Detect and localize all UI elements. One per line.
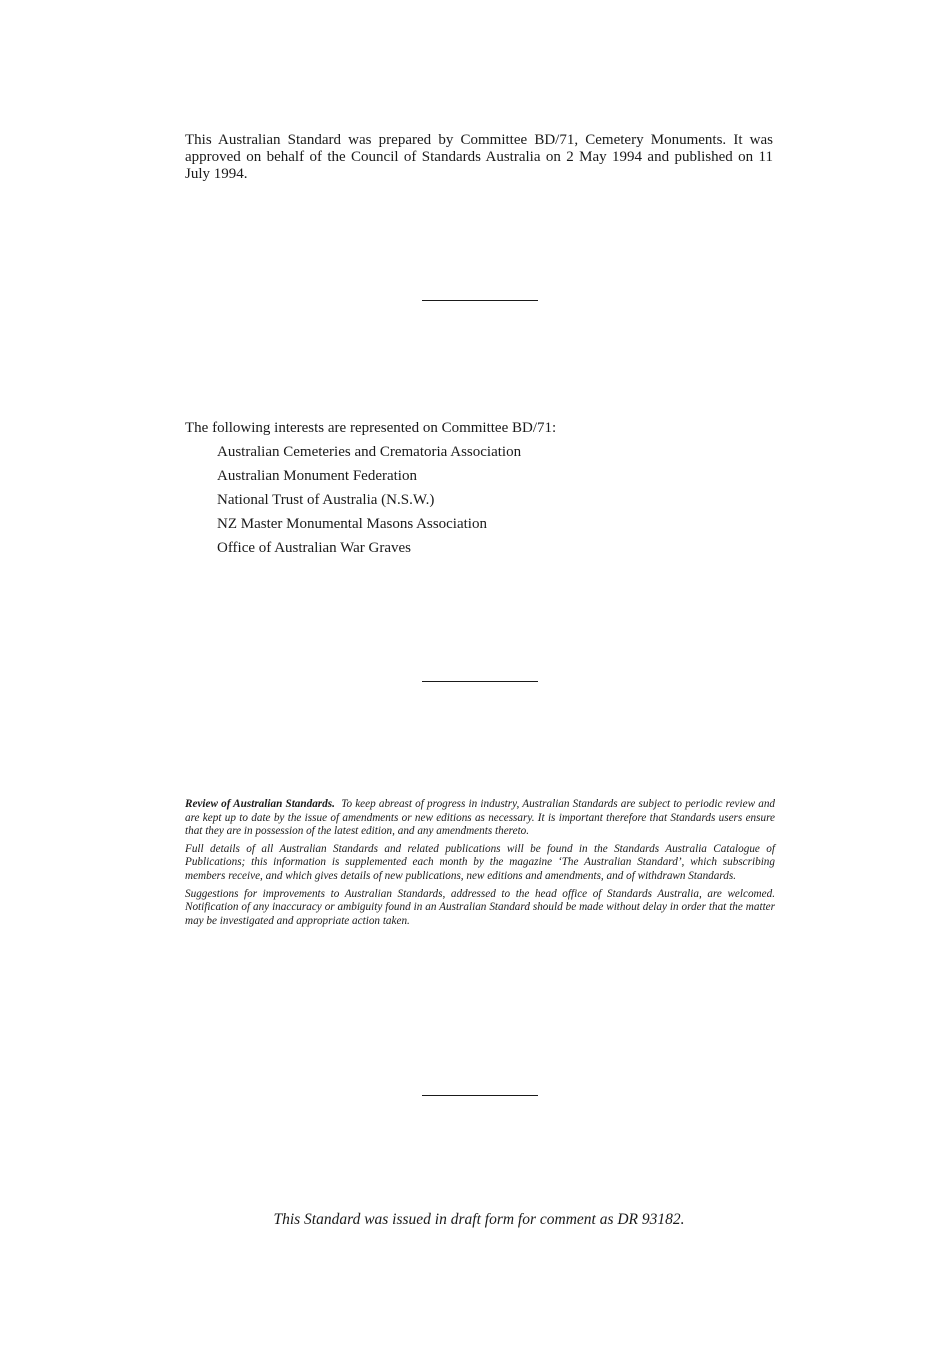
review-paragraph: Suggestions for improvements to Australian Standards, addressed to the head office of Standards Australia, are welcomed. Notification of any inaccuracy or ambiguity found in an Australian Standard should be made without delay in order that the matter may be investigated and appropriate action taken. [185, 887, 775, 927]
interest-item: Australian Cemeteries and Crematoria Association [217, 444, 522, 460]
interest-item: National Trust of Australia (N.S.W.) [217, 492, 435, 508]
section-divider [422, 681, 538, 682]
review-paragraph-text: To keep abreast of progress in industry, Australian Standards are subject to periodic review and are kept up to date by the issue of amendments or new editions as necessary. It is important therefore that Standards users ensure that they are in possession of the latest edition, and any amendments thereto. [185, 798, 776, 838]
interest-item: Office of Australian War Graves [217, 540, 412, 556]
review-notice [185, 798, 775, 932]
interest-item: Australian Monument Federation [217, 468, 417, 484]
section-divider [422, 300, 538, 301]
interest-item: NZ Master Monumental Masons Association [217, 516, 487, 532]
interests-list [185, 440, 785, 560]
interests-intro: The following interests are represented on Committee BD/71: [185, 420, 557, 436]
review-paragraph: Full details of all Australian Standards and related publications will be found in the Standards Australia Catalogue of Publications; this information is supplemented each month by the magazine ‘The Australian Standard’, which subscribing members receive, and which gives details of new publications, new editions and amendments, and of withdrawn Standards. [185, 842, 775, 882]
review-heading: Review of Australian Standards. [185, 798, 335, 810]
section-divider [422, 1095, 538, 1096]
committee-interests [185, 416, 785, 560]
review-paragraph [185, 798, 775, 839]
approval-statement: This Australian Standard was prepared by Committee BD/71, Cemetery Monuments. It was approved on behalf of the Council of Standards Australia on 2 May 1994 and published on 11 July 1994. [185, 132, 773, 182]
draft-note: This Standard was issued in draft form for comment as DR 93182. [273, 1211, 685, 1228]
